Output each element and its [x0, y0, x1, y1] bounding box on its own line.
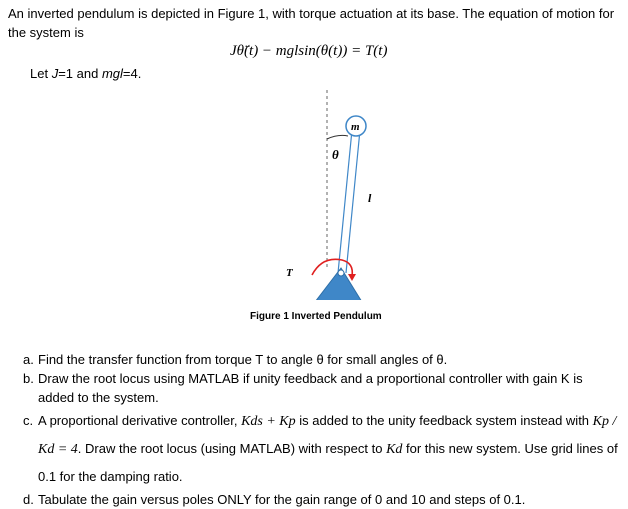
pivot	[338, 270, 344, 276]
given-mgl-var: mgl	[101, 66, 123, 81]
question-d-label: d.	[23, 492, 34, 507]
torque-arrowhead	[348, 274, 356, 281]
question-c-label: c.	[23, 413, 34, 428]
torque-label: T	[286, 267, 293, 279]
angle-label: θ	[332, 147, 339, 162]
question-c-text-1: A proportional derivative controller,	[38, 413, 242, 428]
mass-label: m	[351, 121, 360, 133]
question-a-label: a.	[23, 352, 34, 367]
question-c	[8, 407, 620, 490]
question-d	[8, 490, 620, 509]
inverted-pendulum-figure	[250, 90, 390, 300]
angle-arc	[327, 135, 348, 139]
question-c-math-1: Kds + Kp	[241, 414, 296, 429]
question-a-text: Find the transfer function from torque T to angle θ for small angles of θ.	[38, 352, 448, 367]
question-d-text: Tabulate the gain versus poles ONLY for the gain range of 0 and 10 and steps of 0.1.	[38, 492, 526, 507]
given-j-var: J	[51, 66, 59, 81]
question-c-text-4: for this new system. Use grid lines of 0.1 for the damping ratio.	[38, 441, 618, 484]
length-label: l	[368, 191, 372, 205]
question-c-math-3: Kd	[386, 442, 403, 457]
question-b-label: b.	[23, 371, 34, 386]
given-j-val: =1 and	[58, 66, 102, 81]
question-list	[8, 350, 620, 509]
question-c-math-2: Kp / Kd = 4	[38, 414, 617, 457]
given-values	[30, 66, 141, 81]
equation-of-motion: Jθ̈(t) − mglsin(θ(t)) = T(t)	[230, 43, 388, 59]
question-c-text-2: is added to the unity feedback system instead with	[295, 413, 593, 428]
pendulum-rod	[338, 130, 352, 273]
problem-intro: An inverted pendulum is depicted in Figure 1, with torque actuation at its base. The equation of motion for the system is	[8, 6, 615, 40]
given-prefix: Let	[30, 66, 52, 81]
question-b	[8, 369, 620, 407]
question-b-text: Draw the root locus using MATLAB if unity feedback and a proportional controller with gain K is added to the system.	[38, 371, 583, 405]
question-a	[8, 350, 620, 369]
figure-caption: Figure 1 Inverted Pendulum	[250, 311, 382, 322]
question-c-text-3: . Draw the root locus (using MATLAB) with respect to	[77, 441, 387, 456]
given-mgl-val: =4.	[122, 66, 142, 81]
pendulum-rod-edge	[346, 130, 360, 273]
